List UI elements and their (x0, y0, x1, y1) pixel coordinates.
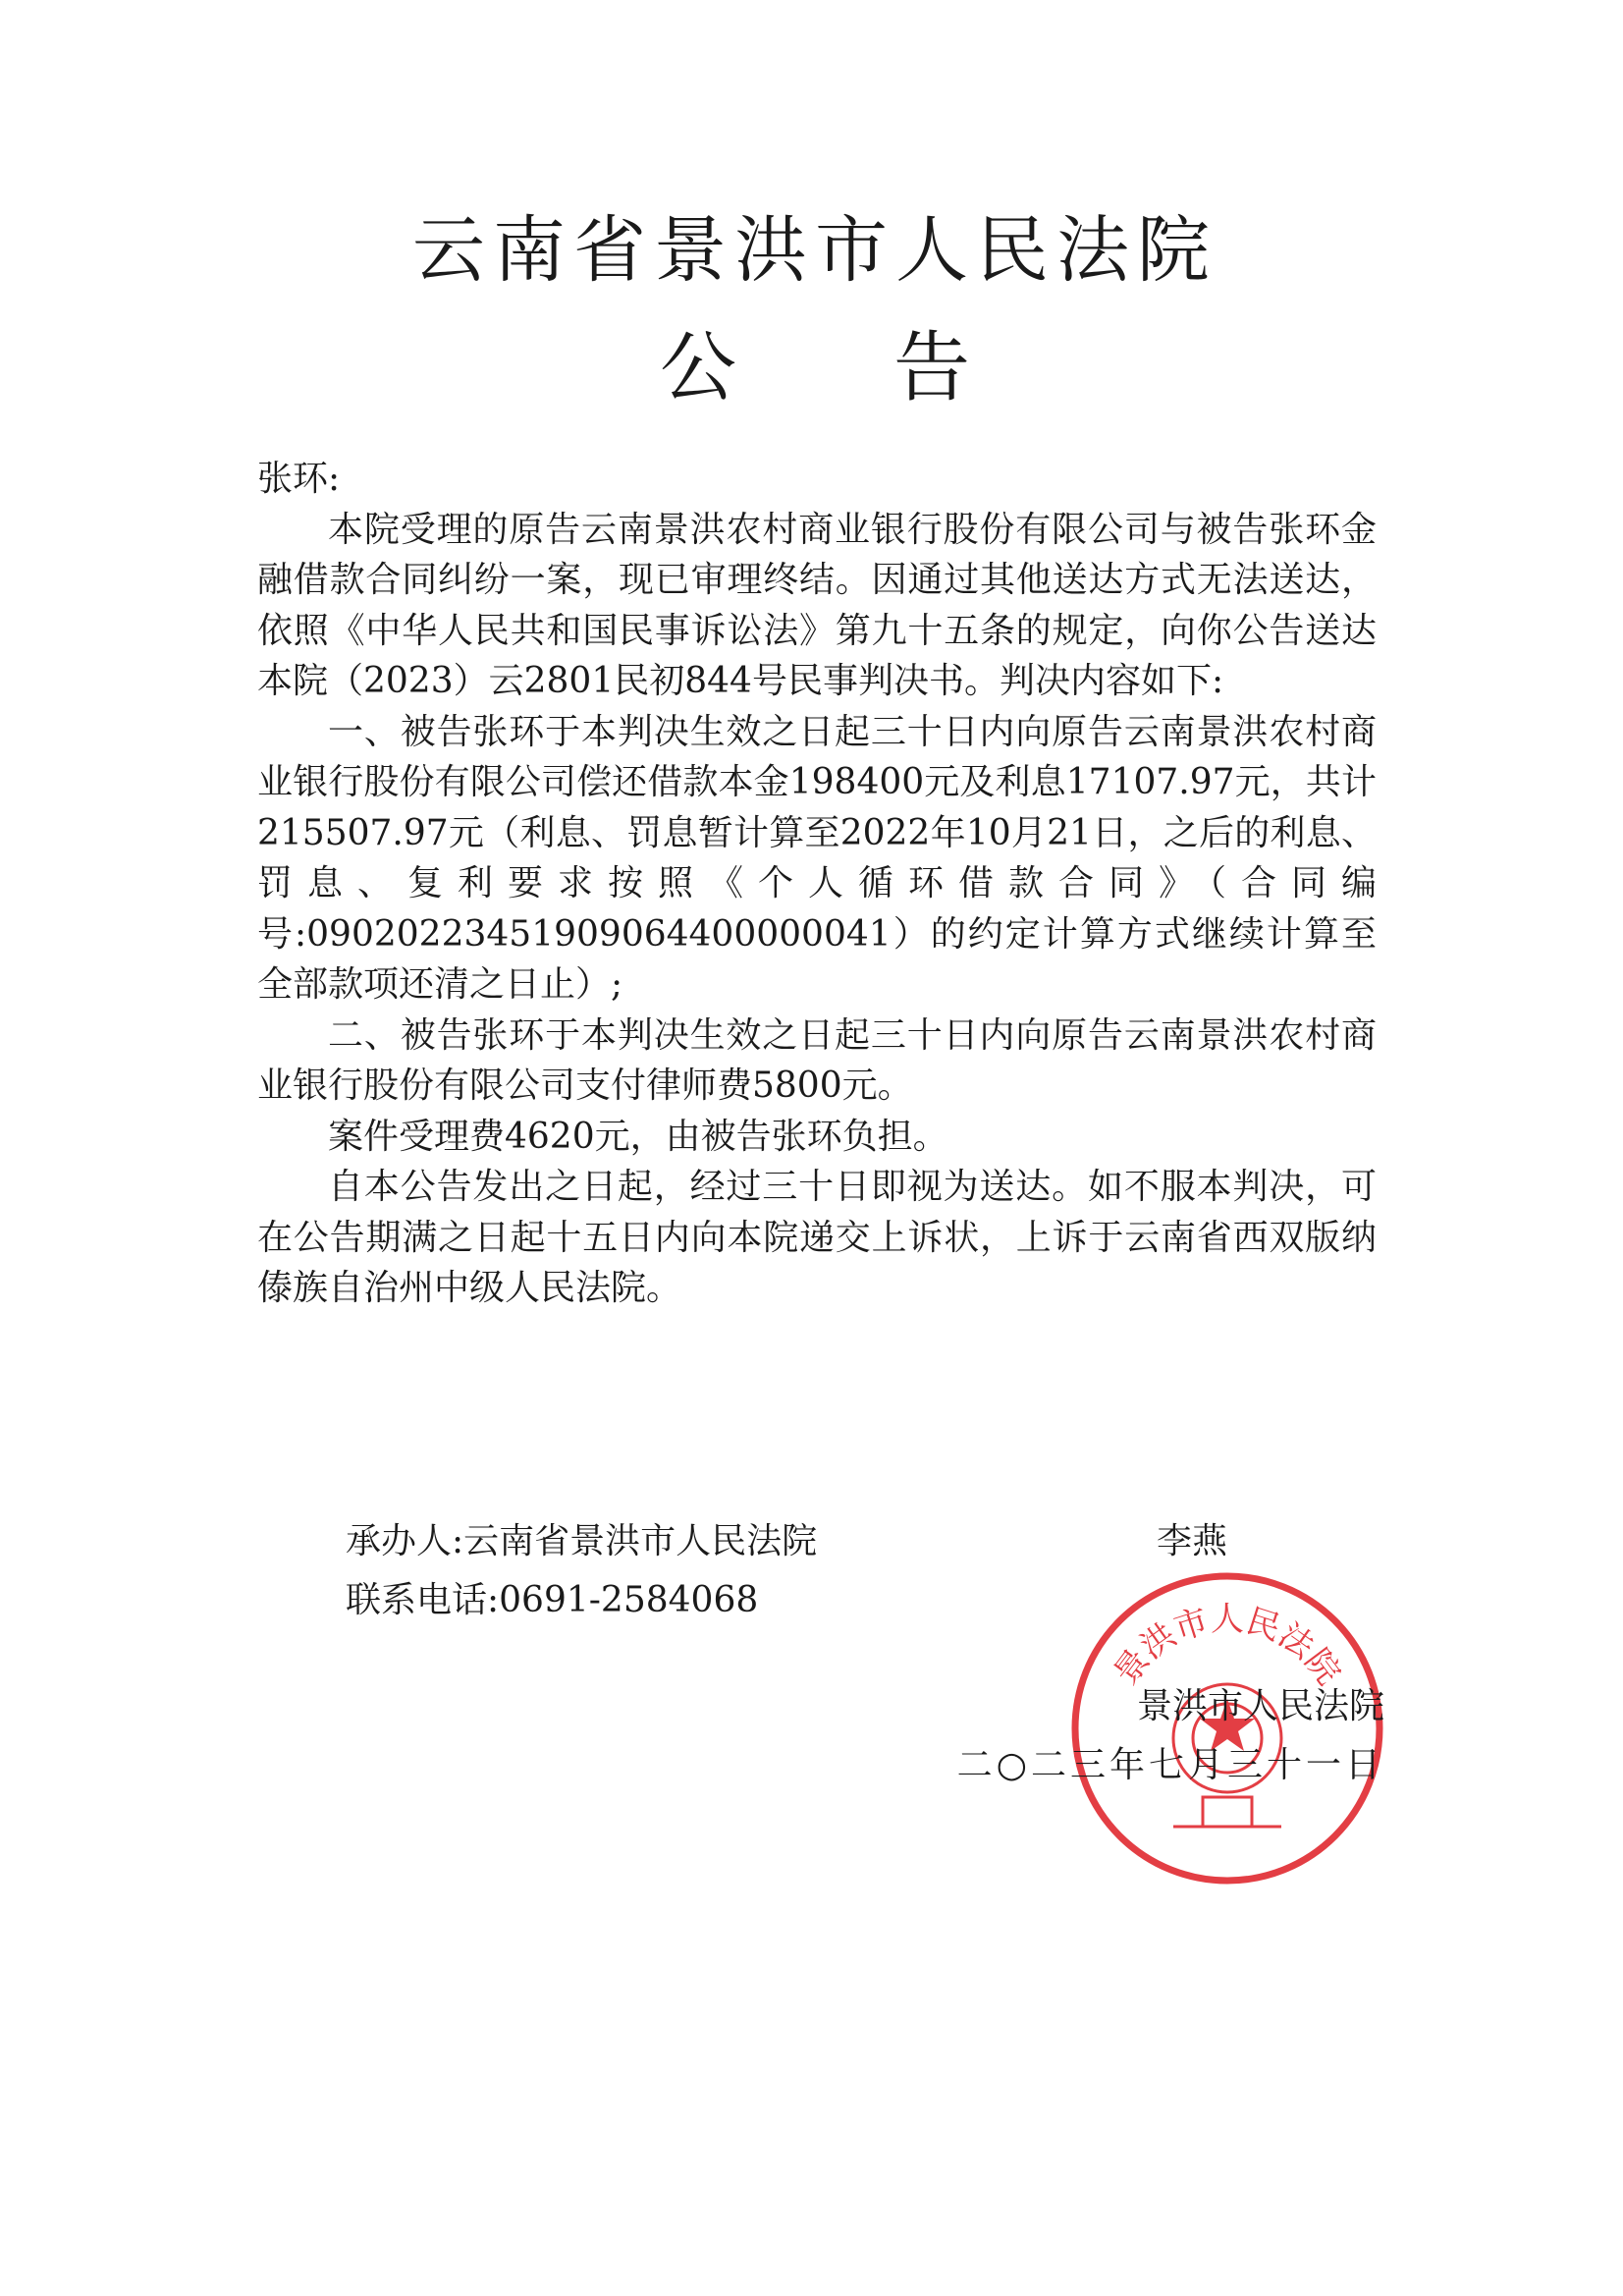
phone-label: 联系电话: (346, 1580, 500, 1620)
contact-block (346, 1512, 817, 1630)
court-signature: 景洪市人民法院 (1136, 1686, 1384, 1726)
handler-row (346, 1512, 817, 1571)
document-subtitle: 公告 (659, 324, 1127, 412)
paragraph-intro: 本院受理的原告云南景洪农村商业银行股份有限公司与被告张环金融借款合同纠纷一案，现已审理终结。因通过其他送达方式无法送达，依照《中华人民共和国民事诉讼法》第九十五条的规定，向你公告送达本院（2023）云2801民初844号民事判决书。判决内容如下: (257, 509, 1377, 701)
paragraph-judgment-2: 二、被告张环于本判决生效之日起三十日内向原告云南景洪农村商业银行股份有限公司支付律师费5800元。 (257, 1014, 1377, 1106)
seal-text: 景洪市人民法院 (1106, 1600, 1349, 1693)
paragraph-judgment-1: 一、被告张环于本判决生效之日起三十日内向原告云南景洪农村商业银行股份有限公司偿还借款本金198400元及利息17107.97元，共计215507.97元（利息、罚息暂计算至2022年10月21日，之后的利息、罚息、复利要求按照《个人循环借款合同》（合同编号:09020223451909064400000041）的约定计算方式继续计算至全部款项还清之日止）; (257, 711, 1377, 1005)
notice-body (257, 454, 1377, 1314)
svg-text:景洪市人民法院 (1107, 1600, 1348, 1692)
paragraph-service: 自本公告发出之日起，经过三十日即视为送达。如不服本判决，可在公告期满之日起十五日内向本院递交上诉状，上诉于云南省西双版纳傣族自治州中级人民法院。 (257, 1167, 1377, 1308)
addressee: 张环: (257, 459, 341, 499)
phone-row (346, 1571, 817, 1630)
document-title: 云南省景洪市人民法院 (412, 208, 1217, 293)
signature-date: 二○二三年七月三十一日 (956, 1745, 1384, 1785)
handler-value: 云南省景洪市人民法院 (463, 1521, 818, 1561)
judge-name: 李燕 (1157, 1521, 1228, 1561)
paragraph-fee: 案件受理费4620元，由被告张环负担。 (328, 1116, 948, 1157)
handler-label: 承办人: (346, 1521, 464, 1561)
phone-value: 0691-2584068 (499, 1580, 759, 1620)
